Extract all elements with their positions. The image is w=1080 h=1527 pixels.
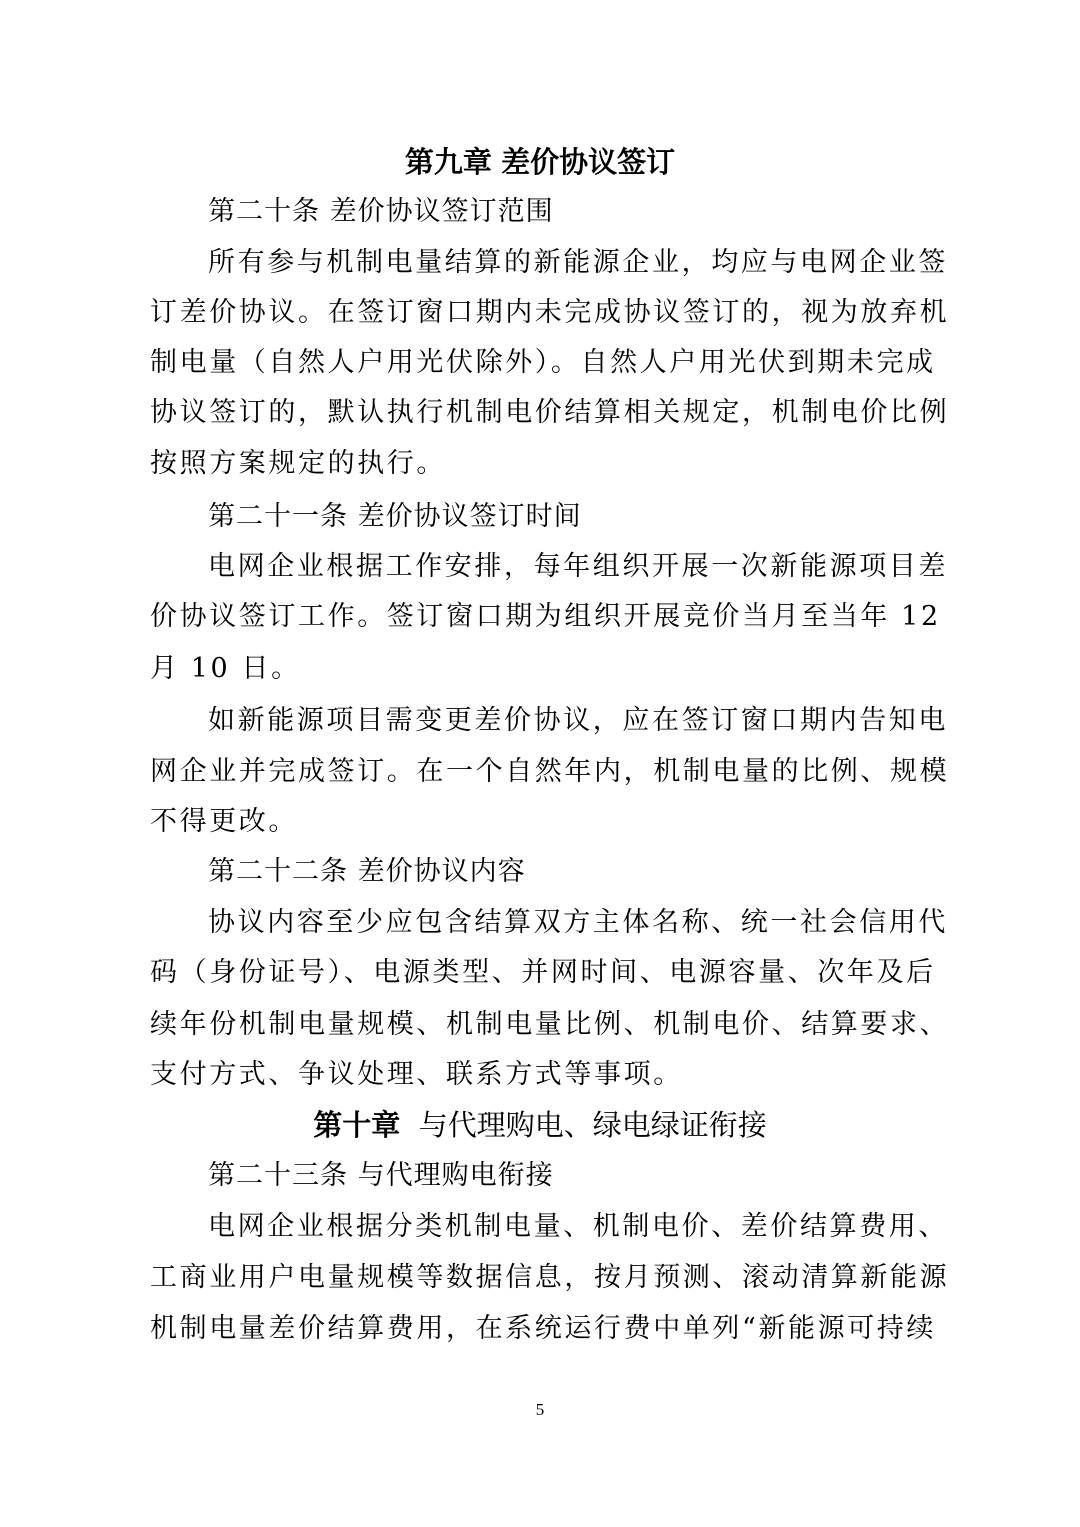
- article-20-heading: 第二十条 差价协议签订范围: [208, 196, 554, 227]
- article-21-line: 月 10 日。: [150, 653, 301, 684]
- article-21-heading: 第二十一条 差价协议签订时间: [208, 501, 582, 532]
- chapter-9-heading: [0, 142, 1080, 182]
- chapter-10-heading: [0, 1105, 1080, 1145]
- article-22-line: 支付方式、争议处理、联系方式等事项。: [150, 1059, 683, 1090]
- chapter-10-title: 与代理购电、绿电绿证衔接: [418, 1108, 767, 1142]
- article-21-line: 不得更改。: [150, 806, 298, 837]
- article-21-line: 如新能源项目需变更差价协议，应在签订窗口期内告知电: [208, 705, 948, 736]
- article-20-line: 制电量（自然人户用光伏除外）。自然人户用光伏到期未完成: [150, 347, 936, 378]
- chapter-9-number: 第九章: [404, 145, 492, 179]
- article-20-line: 所有参与机制电量结算的新能源企业，均应与电网企业签: [208, 247, 948, 278]
- article-22-heading: 第二十二条 差价协议内容: [208, 856, 526, 887]
- article-20-line: 按照方案规定的执行。: [150, 448, 446, 479]
- article-23-line: 工商业用户电量规模等数据信息，按月预测、滚动清算新能源: [150, 1262, 950, 1293]
- article-21-line: 价协议签订工作。签订窗口期为组织开展竞价当月至当年 12: [150, 601, 941, 632]
- article-20-line: 订差价协议。在签订窗口期内未完成协议签订的，视为放弃机: [150, 297, 950, 328]
- article-22-line: 码（身份证号）、电源类型、并网时间、电源容量、次年及后: [150, 957, 936, 988]
- chapter-10-number: 第十章: [313, 1108, 401, 1142]
- article-22-line: 续年份机制电量规模、机制电量比例、机制电价、结算要求、: [150, 1009, 950, 1040]
- chapter-9-title: 差价协议签订: [501, 145, 676, 179]
- article-23-line: 机制电量差价结算费用，在系统运行费中单列“新能源可持续: [150, 1313, 937, 1344]
- article-23-line: 电网企业根据分类机制电量、机制电价、差价结算费用、: [208, 1211, 948, 1242]
- article-21-line: 网企业并完成签订。在一个自然年内，机制电量的比例、规模: [150, 756, 950, 787]
- article-23-heading: 第二十三条 与代理购电衔接: [208, 1160, 554, 1191]
- article-22-line: 协议内容至少应包含结算双方主体名称、统一社会信用代: [208, 907, 948, 938]
- article-20-line: 协议签订的，默认执行机制电价结算相关规定，机制电价比例: [150, 397, 950, 428]
- article-21-line: 电网企业根据工作安排，每年组织开展一次新能源项目差: [208, 551, 948, 582]
- page-number: 5: [535, 1400, 545, 1419]
